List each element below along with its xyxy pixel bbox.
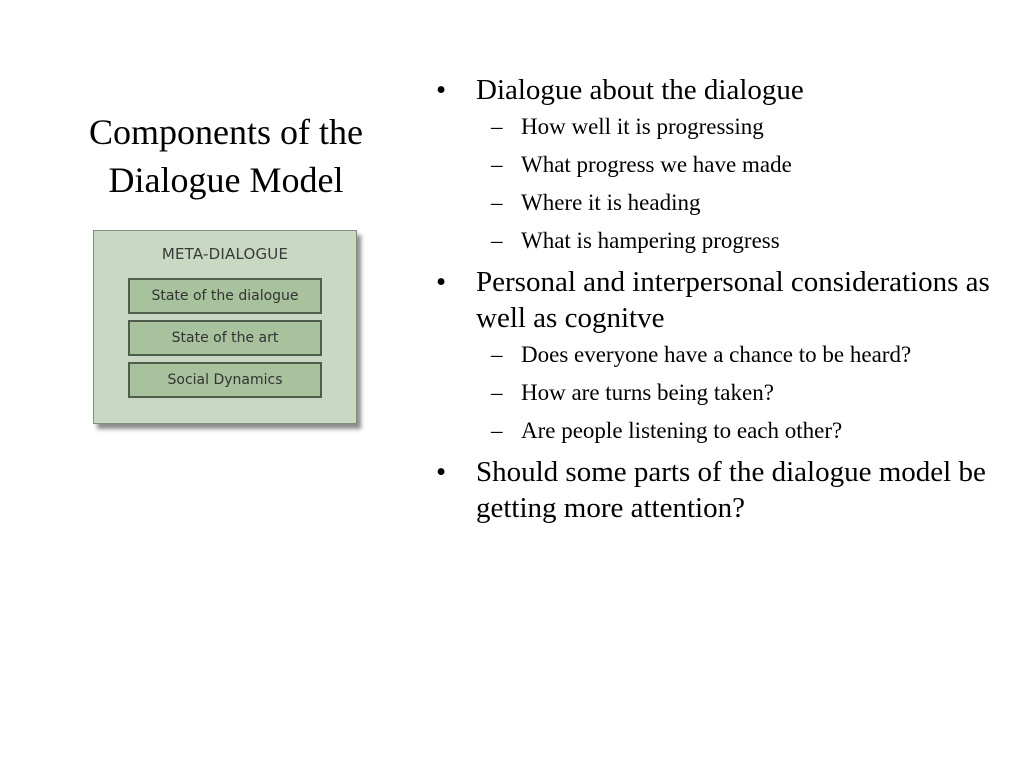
sub-bullet-text: How are turns being taken? [521, 380, 774, 405]
sub-bullet-text: How well it is progressing [521, 114, 764, 139]
sub-bullet [476, 150, 996, 180]
sub-bullet-marker: – [491, 342, 503, 367]
bullet-marker: • [436, 74, 447, 106]
bullet-text: Should some parts of the dialogue model be getting more attention? [476, 456, 986, 524]
sub-bullet-text: What progress we have made [521, 152, 792, 177]
sub-bullet [476, 112, 996, 142]
sub-bullet-text: Does everyone have a chance to be heard? [521, 342, 912, 367]
sub-bullet [476, 378, 996, 408]
sub-bullet-text: Are people listening to each other? [521, 418, 843, 443]
sub-bullet [476, 188, 996, 218]
sub-bullet-marker: – [491, 228, 503, 253]
bullet-marker: • [436, 266, 447, 298]
sub-bullet [476, 416, 996, 446]
sub-bullet-marker: – [491, 380, 503, 405]
bullet-dialogue-about-dialogue [436, 72, 996, 256]
sub-bullet-marker: – [491, 114, 503, 139]
slide-title: Components of the Dialogue Model [89, 112, 363, 200]
bullet-text: Dialogue about the dialogue [476, 74, 804, 106]
sub-list [476, 112, 996, 256]
bullet-attention [436, 454, 996, 526]
bullet-personal-considerations [436, 264, 996, 446]
meta-dialogue-diagram [93, 230, 357, 424]
sub-bullet-marker: – [491, 190, 503, 215]
sub-list [476, 340, 996, 446]
sub-bullet [476, 340, 996, 370]
diagram-title: META-DIALOGUE [161, 245, 289, 263]
bullet-marker: • [436, 456, 447, 488]
sub-bullet [476, 226, 996, 256]
bullet-list [436, 72, 996, 532]
sub-bullet-text: What is hampering progress [521, 228, 780, 253]
diagram-box-state-of-art: State of the art [128, 320, 322, 356]
sub-bullet-text: Where it is heading [521, 190, 701, 215]
sub-bullet-marker: – [491, 152, 503, 177]
diagram-box-social-dynamics: Social Dynamics [128, 362, 322, 398]
bullet-text: Personal and interpersonal considerations as well as cognitve [476, 266, 990, 334]
sub-bullet-marker: – [491, 418, 503, 443]
diagram-box-state-of-dialogue: State of the dialogue [128, 278, 322, 314]
